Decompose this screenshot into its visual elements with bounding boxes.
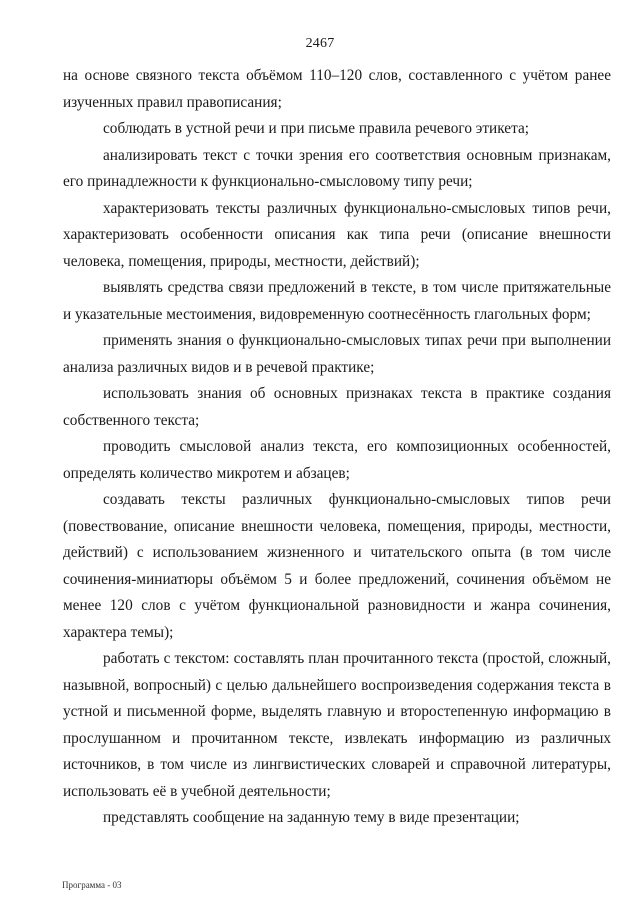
paragraph-characterize-texts: характеризовать тексты различных функционально-смысловых типов речи, характеризовать особенности описания как типа речи (описание внешности человека, помещения, природы, местности, действий); [63, 199, 611, 270]
paragraph-own-text: использовать знания об основных признаках текста в практике создания собственного текста; [63, 385, 611, 429]
footer-label: Программа - 03 [62, 880, 122, 890]
paragraph-semantic-analysis: проводить смысловой анализ текста, его композиционных особенностей, определять количество микротем и абзацев; [63, 438, 611, 482]
paragraph-work-with-text: работать с текстом: составлять план прочитанного текста (простой, сложный, назывной, вопросный) с целью дальнейшего воспроизведения содержания текста в устной и письменной форме, выделять главную и второстепенную информацию в прослушанном и прочитанном тексте, извлекать информацию из различных источников, в том числе из лингвистических словарей и справочной литературы, использовать её в учебной деятельности; [63, 650, 611, 800]
paragraph-apply-knowledge: применять знания о функционально-смысловых типах речи при выполнении анализа различных видов и в речевой практике; [63, 332, 611, 376]
document-body [63, 63, 611, 832]
paragraph-analyze-text: анализировать текст с точки зрения его соответствия основным признакам, его принадлежности к функционально-смысловому типу речи; [63, 146, 611, 190]
paragraph-speech-etiquette: соблюдать в устной речи и при письме правила речевого этикета; [103, 120, 529, 137]
paragraph-continuation: на основе связного текста объёмом 110–120 слов, составленного с учётом ранее изученных правил правописания; [63, 67, 611, 111]
paragraph-presentation: представлять сообщение на заданную тему в виде презентации; [103, 809, 520, 826]
page-number: 2467 [305, 36, 335, 51]
paragraph-create-texts: создавать тексты различных функционально-смысловых типов речи (повествование, описание внешности человека, помещения, природы, местности, действий) с использованием жизненного и читательского опыта (в том числе сочинения-миниатюры объёмом 5 и более предложений, сочинения объёмом не менее 120 слов с учётом функциональной разновидности и жанра сочинения, характера темы); [63, 491, 611, 641]
paragraph-sentence-links: выявлять средства связи предложений в тексте, в том числе притяжательные и указательные местоимения, видовременную соотнесённость глагольных форм; [63, 279, 611, 323]
